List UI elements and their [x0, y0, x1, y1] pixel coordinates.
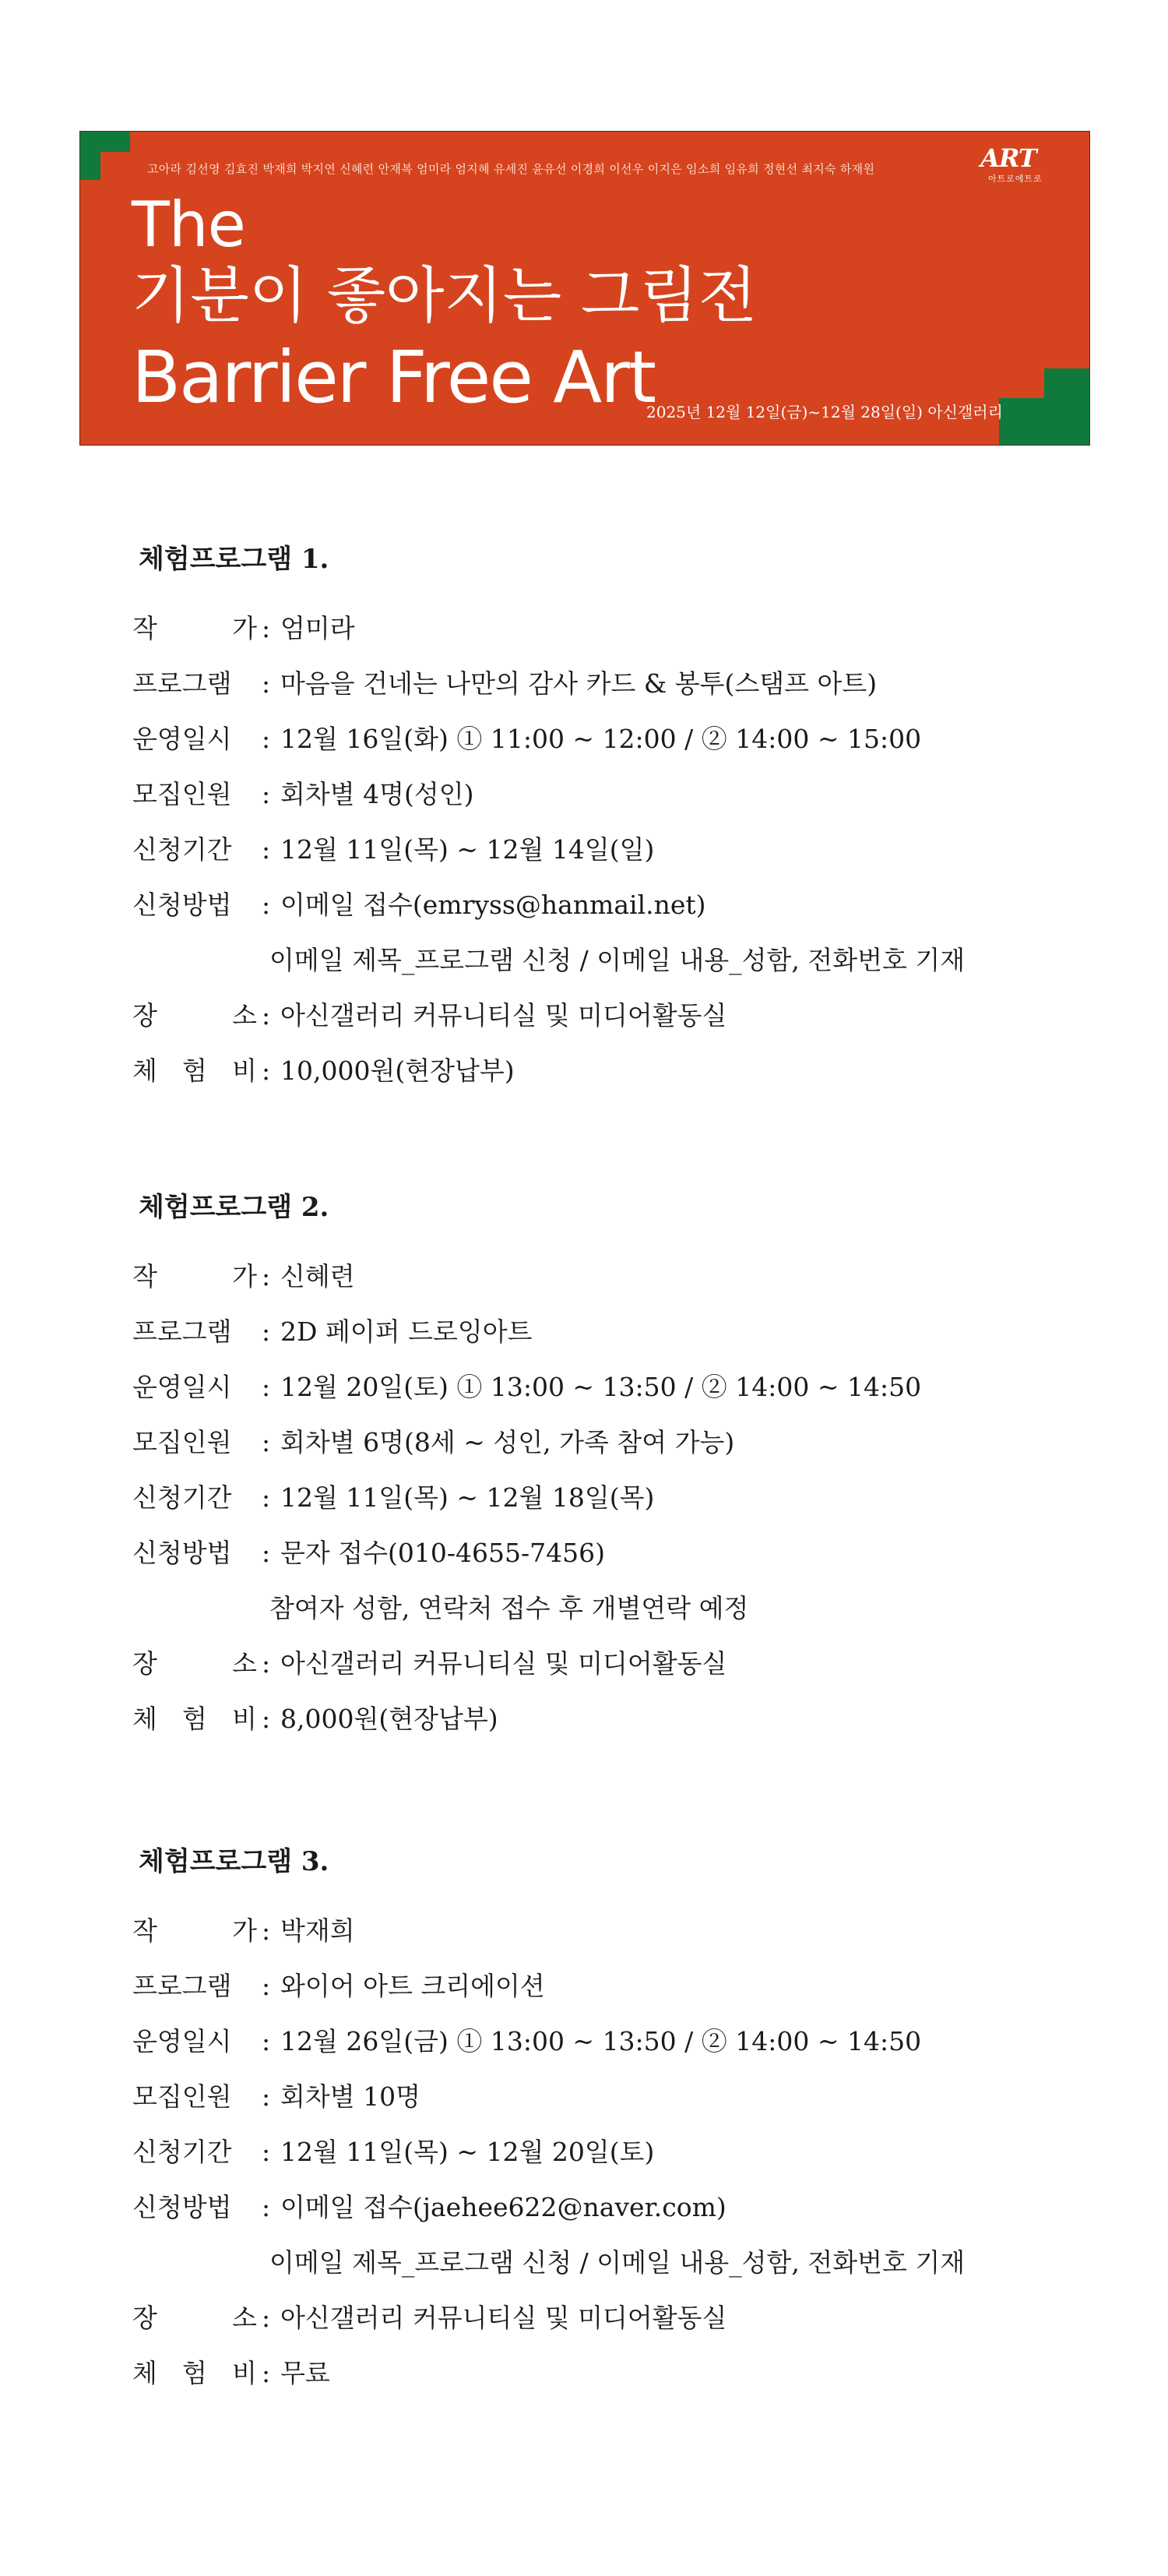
label-recruit: 모집인원: [132, 779, 232, 809]
label-recruit: 모집인원: [132, 2081, 232, 2112]
title-line-3: Barrier Free Art: [132, 336, 656, 419]
label-place: 장 소: [132, 1648, 257, 1679]
value-method: 이메일 접수(jaehee622@naver.com): [280, 2192, 726, 2222]
value-method-detail: 이메일 제목_프로그램 신청 / 이메일 내용_성함, 전화번호 기재: [269, 2247, 966, 2278]
corner-decoration-top-left-vertical: [80, 132, 100, 180]
label-place: 장 소: [132, 2303, 257, 2333]
label-method: 신청방법: [132, 1538, 232, 1568]
value-artist: 엄미라: [280, 613, 355, 643]
label-schedule: 운영일시: [132, 1372, 232, 1402]
value-artist: 박재희: [280, 1915, 355, 1946]
artist-list: 고아라 김선영 김효진 박재희 박지연 신혜련 안재복 엄미라 엄지혜 유세진 윤유선 이경희 이선우 이지은 임소희 임유희 정현선 최지숙 하재원: [147, 162, 875, 176]
value-fee: 8,000원(현장납부): [280, 1704, 498, 1734]
value-period: 12월 11일(목) ~ 12월 18일(목): [280, 1482, 655, 1513]
corner-decoration-bottom-right-horizontal: [999, 398, 1089, 445]
exhibition-date-venue: 2025년 12월 12일(금)~12월 28일(일) 아신갤러리: [646, 403, 1003, 421]
label-recruit: 모집인원: [132, 1427, 232, 1457]
value-program: 마음을 건네는 나만의 감사 카드 & 봉투(스탬프 아트): [280, 668, 878, 699]
exhibition-banner: [79, 131, 1090, 446]
value-schedule: 12월 26일(금) ① 13:00 ~ 13:50 / ② 14:00 ~ 14:50: [280, 2026, 922, 2056]
value-period: 12월 11일(목) ~ 12월 20일(토): [280, 2137, 655, 2167]
label-period: 신청기간: [132, 834, 232, 865]
value-recruit: 회차별 4명(성인): [280, 779, 474, 809]
label-program: 프로그램: [132, 1316, 232, 1347]
value-method: 이메일 접수(emryss@hanmail.net): [280, 890, 706, 920]
value-place: 아신갤러리 커뮤니티실 및 미디어활동실: [280, 2303, 727, 2333]
program-heading: 체험프로그램 2.: [139, 1192, 329, 1223]
value-period: 12월 11일(목) ~ 12월 14일(일): [280, 834, 655, 865]
label-place: 장 소: [132, 1000, 257, 1031]
value-program: 와이어 아트 크리에이션: [280, 1971, 545, 2001]
value-artist: 신혜련: [280, 1261, 355, 1292]
label-fee: 체 험 비: [132, 1704, 257, 1734]
program-heading: 체험프로그램 3.: [139, 1846, 329, 1877]
value-method-detail: 참여자 성함, 연락처 접수 후 개별연락 예정: [269, 1593, 749, 1623]
value-place: 아신갤러리 커뮤니티실 및 미디어활동실: [280, 1000, 727, 1031]
value-place: 아신갤러리 커뮤니티실 및 미디어활동실: [280, 1648, 727, 1679]
label-artist: 작 가: [132, 613, 257, 643]
label-program: 프로그램: [132, 668, 232, 699]
title-line-2: 기분이 좋아지는 그림전: [132, 261, 758, 331]
label-program: 프로그램: [132, 1971, 232, 2001]
art-logo: [980, 143, 1072, 186]
label-schedule: 운영일시: [132, 2026, 232, 2056]
label-method: 신청방법: [132, 890, 232, 920]
value-program: 2D 페이퍼 드로잉아트: [280, 1316, 533, 1347]
label-fee: 체 험 비: [132, 1055, 257, 1086]
logo-subtext: 아트로에트로: [988, 174, 1043, 184]
logo-mark: ART: [980, 143, 1036, 173]
value-method: 문자 접수(010-4655-7456): [280, 1538, 606, 1568]
value-schedule: 12월 20일(토) ① 13:00 ~ 13:50 / ② 14:00 ~ 14:50: [280, 1372, 922, 1402]
label-method: 신청방법: [132, 2192, 232, 2222]
program-heading: 체험프로그램 1.: [139, 544, 329, 575]
label-period: 신청기간: [132, 2137, 232, 2167]
value-recruit: 회차별 10명: [280, 2081, 420, 2112]
value-schedule: 12월 16일(화) ① 11:00 ~ 12:00 / ② 14:00 ~ 15:00: [280, 724, 922, 754]
label-fee: 체 험 비: [132, 2358, 257, 2388]
value-recruit: 회차별 6명(8세 ~ 성인, 가족 참여 가능): [280, 1427, 735, 1457]
label-schedule: 운영일시: [132, 724, 232, 754]
value-fee: 10,000원(현장납부): [280, 1055, 515, 1086]
label-artist: 작 가: [132, 1261, 257, 1292]
value-fee: 무료: [280, 2358, 330, 2388]
value-method-detail: 이메일 제목_프로그램 신청 / 이메일 내용_성함, 전화번호 기재: [269, 945, 966, 975]
label-artist: 작 가: [132, 1915, 257, 1946]
label-period: 신청기간: [132, 1482, 232, 1513]
title-line-1: The: [132, 189, 245, 261]
